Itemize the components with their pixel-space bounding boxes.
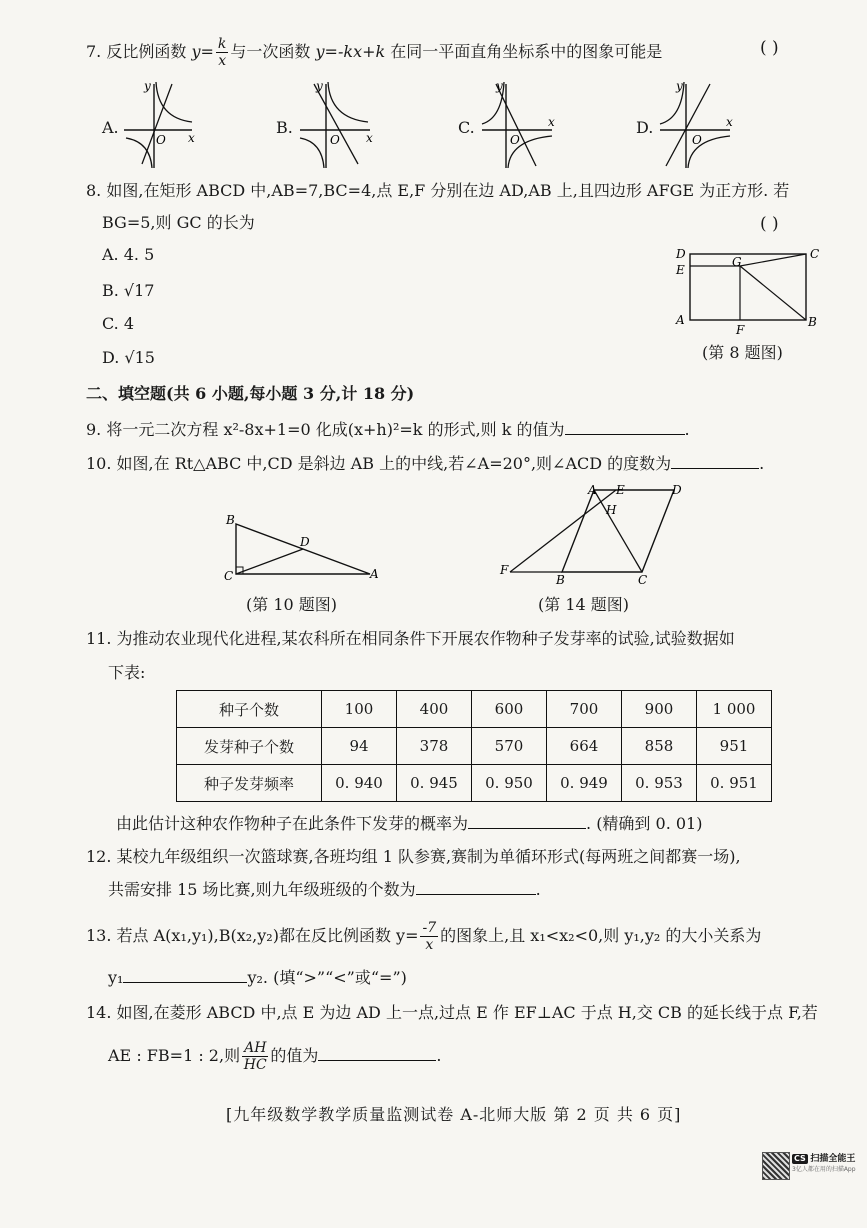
- hyperbola-branch: [300, 138, 324, 168]
- diagonal-ac: [594, 490, 642, 572]
- q8-stem-line2: BG=5,则 GC 的长为: [102, 213, 255, 232]
- y-axis-label: y: [316, 79, 323, 93]
- q9-text: 9. 将一元二次方程 x²-8x+1=0 化成(x+h)²=k 的形式,则 k 的值为: [86, 420, 565, 439]
- linear-graph: [142, 84, 172, 164]
- x-axis-label: x: [188, 131, 195, 145]
- y-axis-label: y: [676, 79, 683, 93]
- origin-label: O: [692, 133, 702, 147]
- q14-answer-blank[interactable]: [318, 1044, 436, 1061]
- q7-option-c-label: C.: [458, 118, 475, 137]
- q11-question-text: 由此估计这种农作物种子在此条件下发芽的概率为: [116, 814, 469, 833]
- row-header: 种子个数: [177, 691, 322, 728]
- q13-fill-instruction: y₂. (填“>”“<”或“=”): [247, 968, 407, 987]
- q10-figure-caption: (第 10 题图): [246, 595, 338, 614]
- q14-fraction-ah-over-hc: [242, 1040, 268, 1073]
- table-cell: 94: [322, 728, 397, 765]
- row-header: 种子发芽频率: [177, 765, 322, 802]
- q9-answer-blank[interactable]: [565, 418, 685, 435]
- q14-text-post: 的值为: [270, 1046, 319, 1065]
- table-cell: 664: [547, 728, 622, 765]
- q7-fraction-k-over-x: [216, 36, 228, 69]
- point-c-label: C: [224, 569, 234, 583]
- point-a-label: A: [676, 313, 685, 327]
- q8-answer-paren: ( ): [760, 214, 779, 234]
- point-b-label: B: [226, 513, 235, 527]
- row-header: 发芽种子个数: [177, 728, 322, 765]
- q14-stem-line1: 14. 如图,在菱形 ABCD 中,点 E 为边 AD 上一点,过点 E 作 EF⊥AC 于点 H,交 CB 的延长线于点 F,若: [86, 1003, 818, 1022]
- segment-gc: [740, 254, 806, 266]
- q8-stem-line1: 8. 如图,在矩形 ABCD 中,AB=7,BC=4,点 E,F 分别在边 AD,AB 上,且四边形 AFGE 为正方形. 若: [86, 181, 790, 200]
- q8-option-d: D. √15: [102, 348, 155, 367]
- table-cell: 570: [472, 728, 547, 765]
- table-cell: 858: [622, 728, 697, 765]
- point-f-label: F: [500, 563, 509, 577]
- point-d-label: D: [300, 535, 310, 549]
- q7-option-c-graph: [478, 78, 558, 170]
- point-d-label: D: [676, 247, 686, 261]
- table-cell: 400: [397, 691, 472, 728]
- x-axis-label: x: [548, 115, 555, 129]
- fraction-numerator: k: [217, 36, 227, 52]
- segment-fe: [510, 490, 616, 572]
- table-cell: 1 000: [697, 691, 772, 728]
- q13-text-pre: 13. 若点 A(x₁,y₁),B(x₂,y₂)都在反比例函数 y=: [86, 926, 419, 945]
- segment-gb: [740, 266, 806, 320]
- linear-graph: [666, 84, 710, 166]
- q12-stem-line1: 12. 某校九年级组织一次篮球赛,各班均组 1 队参赛,赛制为单循环形式(每两班之间都赛一场),: [86, 847, 741, 866]
- q13-stem-line1: [86, 920, 761, 953]
- point-a-label: A: [588, 483, 597, 497]
- fraction-numerator: -7: [422, 920, 437, 936]
- q8-option-c: C. 4: [102, 314, 135, 333]
- q10-text: 10. 如图,在 Rt△ABC 中,CD 是斜边 AB 上的中线,若∠A=20°,则∠ACD 的度数为: [86, 454, 672, 473]
- table-row: [177, 765, 772, 802]
- hyperbola-branch: [126, 138, 152, 168]
- table-cell: 0. 945: [397, 765, 472, 802]
- q8-figure-caption: (第 8 题图): [702, 343, 783, 362]
- q13-answer-blank[interactable]: [123, 966, 247, 983]
- point-e-label: E: [616, 483, 625, 497]
- table-cell: 951: [697, 728, 772, 765]
- q10-answer-blank[interactable]: [671, 452, 759, 469]
- q11-answer-blank[interactable]: [468, 812, 586, 829]
- q8-option-a: A. 4. 5: [102, 245, 155, 264]
- q12-text: 共需安排 15 场比赛,则九年级班级的个数为: [108, 880, 416, 899]
- point-e-label: E: [676, 263, 685, 277]
- point-a-label: A: [370, 567, 379, 581]
- x-axis-label: x: [366, 131, 373, 145]
- qr-code-icon: [762, 1152, 790, 1180]
- q11-precision-note: . (精确到 0. 01): [586, 814, 703, 833]
- origin-label: O: [510, 133, 520, 147]
- fraction-numerator: AH: [244, 1040, 267, 1056]
- point-h-label: H: [606, 503, 617, 517]
- watermark-title: 扫描全能王: [810, 1154, 856, 1164]
- table-row: [177, 728, 772, 765]
- q7-option-a-label: A.: [102, 118, 119, 137]
- point-g-label: G: [732, 255, 742, 269]
- y-axis-label: y: [496, 79, 503, 93]
- median-cd: [236, 549, 303, 574]
- table-cell: 600: [472, 691, 547, 728]
- point-d-label: D: [672, 483, 682, 497]
- x-axis-label: x: [726, 115, 733, 129]
- q7-number: 7.: [86, 42, 102, 61]
- origin-label: O: [156, 133, 166, 147]
- page-footer: [九年级数学教学质量监测试卷 A-北师大版 第 2 页 共 6 页]: [226, 1105, 682, 1124]
- q14-figure: [496, 480, 696, 586]
- q13-stem-line2: [108, 966, 407, 989]
- q7-option-d-label: D.: [636, 118, 654, 137]
- q11-stem-line1: 11. 为推动农业现代化进程,某农科所在相同条件下开展农作物种子发芽率的试验,试验数据如: [86, 629, 735, 648]
- table-row: [177, 691, 772, 728]
- section-fill-in-heading: 二、填空题(共 6 小题,每小题 3 分,计 18 分): [86, 384, 415, 403]
- q12-stem-line2: 共需安排 15 场比赛,则九年级班级的个数为 .: [108, 880, 541, 899]
- q14-stem-line2: AE : FB=1 : 2,则 $\frac{AH}{HC}$ 的值为 .: [108, 1040, 442, 1073]
- point-b-label: B: [556, 573, 565, 586]
- q7-text-pre: 反比例函数: [106, 42, 187, 61]
- y-axis-label: y: [144, 79, 151, 93]
- table-cell: 0. 949: [547, 765, 622, 802]
- table-cell: 0. 953: [622, 765, 697, 802]
- table-cell: 0. 951: [697, 765, 772, 802]
- q11-question: [116, 812, 702, 835]
- q7-text-post: 在同一平面直角坐标系中的图象可能是: [390, 42, 663, 61]
- q8-option-b: B. √17: [102, 281, 155, 300]
- q13-text-post: 的图象上,且 x₁<x₂<0,则 y₁,y₂ 的大小关系为: [440, 926, 762, 945]
- watermark-subtitle: 3亿人都在用的扫描App: [792, 1166, 856, 1173]
- table-cell: 0. 950: [472, 765, 547, 802]
- q7-func2: y=-kx+k: [315, 42, 386, 61]
- q8-figure: [672, 242, 822, 336]
- table-cell: 900: [622, 691, 697, 728]
- hyperbola-branch: [328, 82, 368, 122]
- q9-stem: 9. 将一元二次方程 x²-8x+1=0 化成(x+h)²=k 的形式,则 k 的值为 .: [86, 420, 690, 439]
- linear-graph: [496, 84, 536, 166]
- q13-fraction-neg7-over-x: [420, 920, 438, 953]
- q12-answer-blank[interactable]: [416, 878, 536, 895]
- table-cell: 378: [397, 728, 472, 765]
- point-c-label: C: [638, 573, 648, 586]
- fraction-denominator: x: [425, 937, 434, 953]
- q7-option-b-graph: [296, 78, 376, 170]
- table-cell: 700: [547, 691, 622, 728]
- fraction-denominator: HC: [243, 1057, 267, 1073]
- q7-option-d-graph: [656, 78, 736, 170]
- origin-label: O: [330, 133, 340, 147]
- q7-func1-lhs: y=: [191, 42, 214, 61]
- seed-germination-table: [176, 690, 772, 802]
- point-f-label: F: [736, 323, 745, 336]
- q10-stem: 10. 如图,在 Rt△ABC 中,CD 是斜边 AB 上的中线,若∠A=20°,则∠ACD 的度数为 .: [86, 454, 765, 473]
- cs-logo-icon: CS: [794, 1154, 806, 1163]
- q13-y1: y₁: [108, 968, 124, 987]
- q7-answer-paren: ( ): [760, 38, 779, 58]
- q7-option-b-label: B.: [276, 118, 293, 137]
- fraction-denominator: x: [218, 53, 227, 69]
- rectangle-abcd: [690, 254, 806, 320]
- scanner-watermark: [792, 1154, 856, 1175]
- hyperbola-branch: [156, 82, 192, 122]
- table-cell: 0. 940: [322, 765, 397, 802]
- q14-figure-caption: (第 14 题图): [538, 595, 630, 614]
- table-cell: 100: [322, 691, 397, 728]
- q14-text-pre: AE : FB=1 : 2,则: [108, 1046, 241, 1065]
- q7-option-a-graph: [120, 78, 200, 170]
- point-c-label: C: [810, 247, 820, 261]
- q10-figure: [220, 510, 390, 586]
- q7-stem: [86, 36, 662, 69]
- q7-text-mid: 与一次函数: [230, 42, 311, 61]
- point-b-label: B: [808, 315, 817, 329]
- q11-stem-line2: 下表:: [108, 663, 146, 682]
